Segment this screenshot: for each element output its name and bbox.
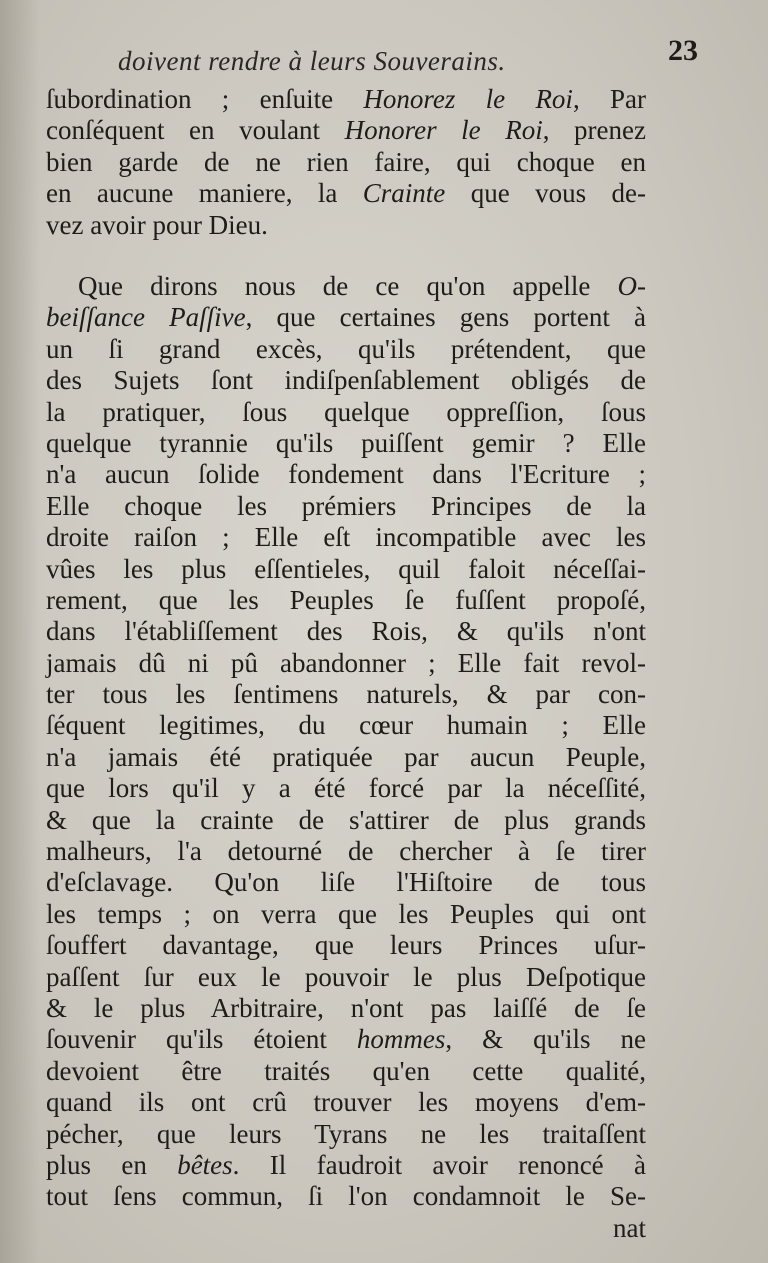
- text-run: droite raiſon ; Elle eſt incompatible avec les: [46, 522, 646, 553]
- text-line: [46, 616, 646, 647]
- text-line: [46, 1150, 646, 1181]
- text-line: [46, 585, 646, 616]
- text-run: la pratiquer, ſous quelque oppreſſion, ſous: [46, 396, 646, 427]
- text-run: tout ſens commun, ſi l'on condamnoit le Se-: [46, 1181, 646, 1212]
- text-run: vûes les plus eſſentieles, quil faloit néceſſai-: [46, 553, 646, 584]
- text-line: [46, 930, 646, 961]
- text-run: ſouffert davantage, que leurs Princes uſur-: [46, 930, 646, 961]
- running-head: doivent rendre à leurs Souverains.: [118, 46, 506, 76]
- text-line: [46, 459, 646, 490]
- text-line: [46, 334, 646, 365]
- text-line: [46, 836, 646, 867]
- italic-text: bêtes: [177, 1149, 233, 1180]
- text-run: devoient être traités qu'en cette qualité,: [46, 1055, 646, 1086]
- italic-text: Honorez le Roi: [363, 84, 573, 114]
- text-run: que vous de-: [445, 178, 647, 209]
- text-run: les temps ; on verra que les Peuples qui ont: [46, 898, 646, 929]
- text-run: ſubordination ; enſuite: [46, 84, 364, 114]
- text-run: en aucune maniere, la: [46, 178, 363, 209]
- text-run: , que certaines gens portent à: [245, 302, 647, 333]
- text-run: & le plus Arbitraire, n'ont pas laiſſé de ſe: [46, 992, 646, 1023]
- text-line: [46, 1181, 646, 1212]
- text-line: [46, 1024, 646, 1055]
- italic-text: Honorer le Roi: [344, 115, 543, 146]
- text-line: [46, 178, 646, 209]
- text-line: [46, 491, 646, 522]
- italic-text: hommes: [356, 1024, 446, 1055]
- text-line: [46, 742, 646, 773]
- text-line: [46, 522, 646, 553]
- text-run: , Par: [572, 84, 646, 114]
- catchword: nat: [613, 1212, 646, 1243]
- text-run: Elle choque les prémiers Principes de la: [46, 490, 646, 521]
- text-line: [46, 554, 646, 585]
- text-line: [46, 1056, 646, 1087]
- text-run: ſéquent legitimes, du cœur humain ; Elle: [46, 710, 646, 741]
- text-line: [46, 428, 646, 459]
- text-run: plus en: [46, 1149, 178, 1180]
- text-run: quelque tyrannie qu'ils puiſſent gemir ? Elle: [46, 427, 646, 458]
- page-number: 23: [668, 34, 698, 67]
- text-run: malheurs, l'a detourné de chercher à ſe tirer: [46, 836, 646, 867]
- text-run: d'eſclavage. Qu'on liſe l'Hiſtoire de tous: [46, 867, 646, 898]
- text-line: [46, 302, 646, 333]
- paragraph-1: [46, 84, 646, 241]
- text-run: quand ils ont crû trouver les moyens d'em-: [46, 1087, 646, 1118]
- text-line: [46, 773, 646, 804]
- italic-text: Crainte: [362, 178, 446, 209]
- text-line: [46, 1087, 646, 1118]
- text-run: rement, que les Peuples ſe fuſſent propoſé,: [46, 584, 646, 615]
- text-run: . Il faudroit avoir renoncé à: [232, 1149, 646, 1180]
- text-run: & que la crainte de s'attirer de plus grands: [46, 804, 646, 835]
- gutter-shadow: [0, 0, 40, 1263]
- text-run: n'a jamais été pratiquée par aucun Peuple,: [46, 741, 646, 772]
- text-run: , prenez: [542, 115, 646, 146]
- text-line: [46, 805, 646, 836]
- text-line: [46, 84, 646, 115]
- text-line: [46, 648, 646, 679]
- italic-text: beiſſance Paſſive: [46, 302, 246, 333]
- text-line: [46, 210, 646, 241]
- text-run: Que dirons nous de ce qu'on appelle: [78, 271, 618, 301]
- text-line: [46, 679, 646, 710]
- text-line: [46, 867, 646, 898]
- text-line: [46, 115, 646, 146]
- text-line: [46, 147, 646, 178]
- text-run: que lors qu'il y a été forcé par la néceſſité,: [46, 773, 646, 804]
- paragraph-2: [46, 271, 646, 1244]
- text-run: ſouvenir qu'ils étoient: [46, 1024, 357, 1055]
- text-run: ter tous les ſentimens naturels, & par con-: [46, 679, 646, 710]
- text-run: paſſent ſur eux le pouvoir le plus Deſpotique: [46, 961, 646, 992]
- text-run: dans l'établiſſement des Rois, & qu'ils n'ont: [46, 616, 646, 647]
- text-line: [46, 365, 646, 396]
- text-line: [46, 397, 646, 428]
- text-line: [46, 1119, 646, 1150]
- text-line: [46, 899, 646, 930]
- text-run: n'a aucun ſolide fondement dans l'Ecriture ;: [46, 459, 646, 490]
- text-run: un ſi grand excès, qu'ils prétendent, que: [46, 333, 646, 364]
- text-run: , & qu'ils ne: [445, 1024, 646, 1055]
- text-line: [46, 271, 646, 302]
- text-run: jamais dû ni pû abandonner ; Elle fait revol-: [46, 647, 646, 678]
- text-run: conſéquent en voulant: [46, 115, 345, 146]
- italic-text: O-: [617, 271, 646, 301]
- text-line: [46, 962, 646, 993]
- text-line: [46, 993, 646, 1024]
- text-run: bien garde de ne rien faire, qui choque en: [46, 146, 646, 177]
- text-run: pécher, que leurs Tyrans ne les traitaſſent: [46, 1118, 646, 1149]
- text-line: [46, 710, 646, 741]
- text-run: des Sujets ſont indiſpenſablement obligés de: [46, 365, 646, 396]
- text-run: vez avoir pour Dieu.: [46, 209, 268, 240]
